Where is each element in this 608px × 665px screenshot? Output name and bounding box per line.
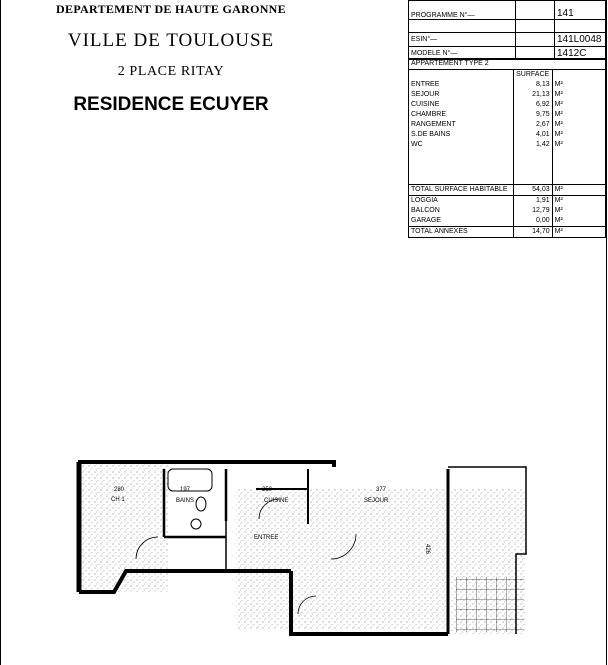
room-name: CHAMBRE [409, 110, 514, 120]
plan-sink [191, 519, 201, 529]
address-line: 2 PLACE RITAY [117, 64, 225, 79]
plan-dim-living: 377 [376, 487, 387, 493]
plan-living-floor [236, 489, 446, 629]
plan-balcony-grid [456, 577, 524, 632]
esi-label: ESIN°— [409, 33, 516, 47]
floor-plan [76, 459, 528, 637]
room-name: WC [409, 140, 514, 150]
room-unit: M² [552, 100, 605, 110]
plan-label-ch1: CH 1 [111, 497, 125, 503]
total-annexes-value: 14,70 [513, 227, 552, 238]
plan-label-cuisine: CUISINE [264, 498, 289, 504]
total-habitable-label: TOTAL SURFACE HABITABLE [409, 185, 514, 196]
room-value: 21,13 [513, 90, 552, 100]
room-value: 8,13 [513, 80, 552, 90]
room-unit: M² [552, 110, 605, 120]
modele-label: MODELE N°— [409, 47, 516, 60]
total-habitable-row [409, 185, 606, 196]
surface-table [408, 58, 606, 238]
total-habitable-unit: M² [552, 185, 605, 196]
table-row [409, 140, 606, 150]
plan-bath-walls [164, 469, 226, 537]
table-row [409, 80, 606, 90]
table-row [409, 216, 606, 227]
room-unit: M² [552, 120, 605, 130]
table-row [409, 110, 606, 120]
room-name: RANGEMENT [409, 120, 514, 130]
room-name: S.DE BAINS [409, 130, 514, 140]
table-row [409, 100, 606, 110]
total-annexes-row [409, 227, 606, 238]
room-value: 6,92 [513, 100, 552, 110]
room-unit: M² [552, 90, 605, 100]
plan-dim-kitchen: 250 [262, 487, 273, 493]
annex-value: 0,00 [513, 216, 552, 227]
plan-label-bains: BAINS [176, 498, 195, 504]
annex-value: 12,79 [513, 206, 552, 216]
total-annexes-unit: M² [552, 227, 605, 238]
room-value: 2,67 [513, 120, 552, 130]
room-name: SEJOUR [409, 90, 514, 100]
surface-column-header: SURFACE [513, 70, 552, 81]
room-value: 9,75 [513, 110, 552, 120]
room-name: CUISINE [409, 100, 514, 110]
table-row [409, 120, 606, 130]
department-title: DEPARTEMENT DE HAUTE GARONNE [56, 2, 286, 16]
info-table [408, 0, 606, 60]
room-value: 1,42 [513, 140, 552, 150]
total-annexes-label: TOTAL ANNEXES [409, 227, 514, 238]
annex-unit: M² [552, 206, 605, 216]
table-row [409, 196, 606, 207]
info-row-esi [409, 33, 606, 47]
table-row [409, 130, 606, 140]
plan-label-entree: ENTREE [254, 535, 279, 541]
plan-dim-bath: 197 [180, 487, 191, 493]
room-unit: M² [552, 140, 605, 150]
table-row [409, 206, 606, 216]
room-name: ENTREE [409, 80, 514, 90]
room-unit: M² [552, 80, 605, 90]
surface-header-row [409, 70, 606, 81]
annex-value: 1,91 [513, 196, 552, 207]
annex-name: BALCON [409, 206, 514, 216]
info-row-programme [409, 1, 606, 20]
city-title: VILLE DE TOULOUSE [67, 30, 275, 51]
page-border-right [606, 0, 607, 665]
table-spacer-row [409, 150, 606, 185]
table-row [409, 90, 606, 100]
room-unit: M² [552, 130, 605, 140]
page-border-left [0, 0, 1, 665]
programme-value: 141 [555, 1, 606, 20]
apartment-type: APPARTEMENT TYPE 2 [409, 59, 606, 70]
plan-dim-ch: 280 [114, 487, 125, 493]
annex-name: LOGGIA [409, 196, 514, 207]
plan-toilet [196, 497, 206, 511]
annex-unit: M² [552, 196, 605, 207]
modele-value: 1412C [555, 47, 606, 60]
plan-label-sejour: SEJOUR [364, 498, 389, 504]
plan-dim-living-depth: 426 [424, 544, 430, 555]
room-value: 4,01 [513, 130, 552, 140]
programme-label: PROGRAMME N°— [409, 1, 516, 20]
annex-unit: M² [552, 216, 605, 227]
residence-title: RESIDENCE ECUYER [73, 94, 269, 115]
annex-name: GARAGE [409, 216, 514, 227]
surface-title-row [409, 59, 606, 70]
total-habitable-value: 54,03 [513, 185, 552, 196]
esi-value: 141L0048 [555, 33, 606, 47]
